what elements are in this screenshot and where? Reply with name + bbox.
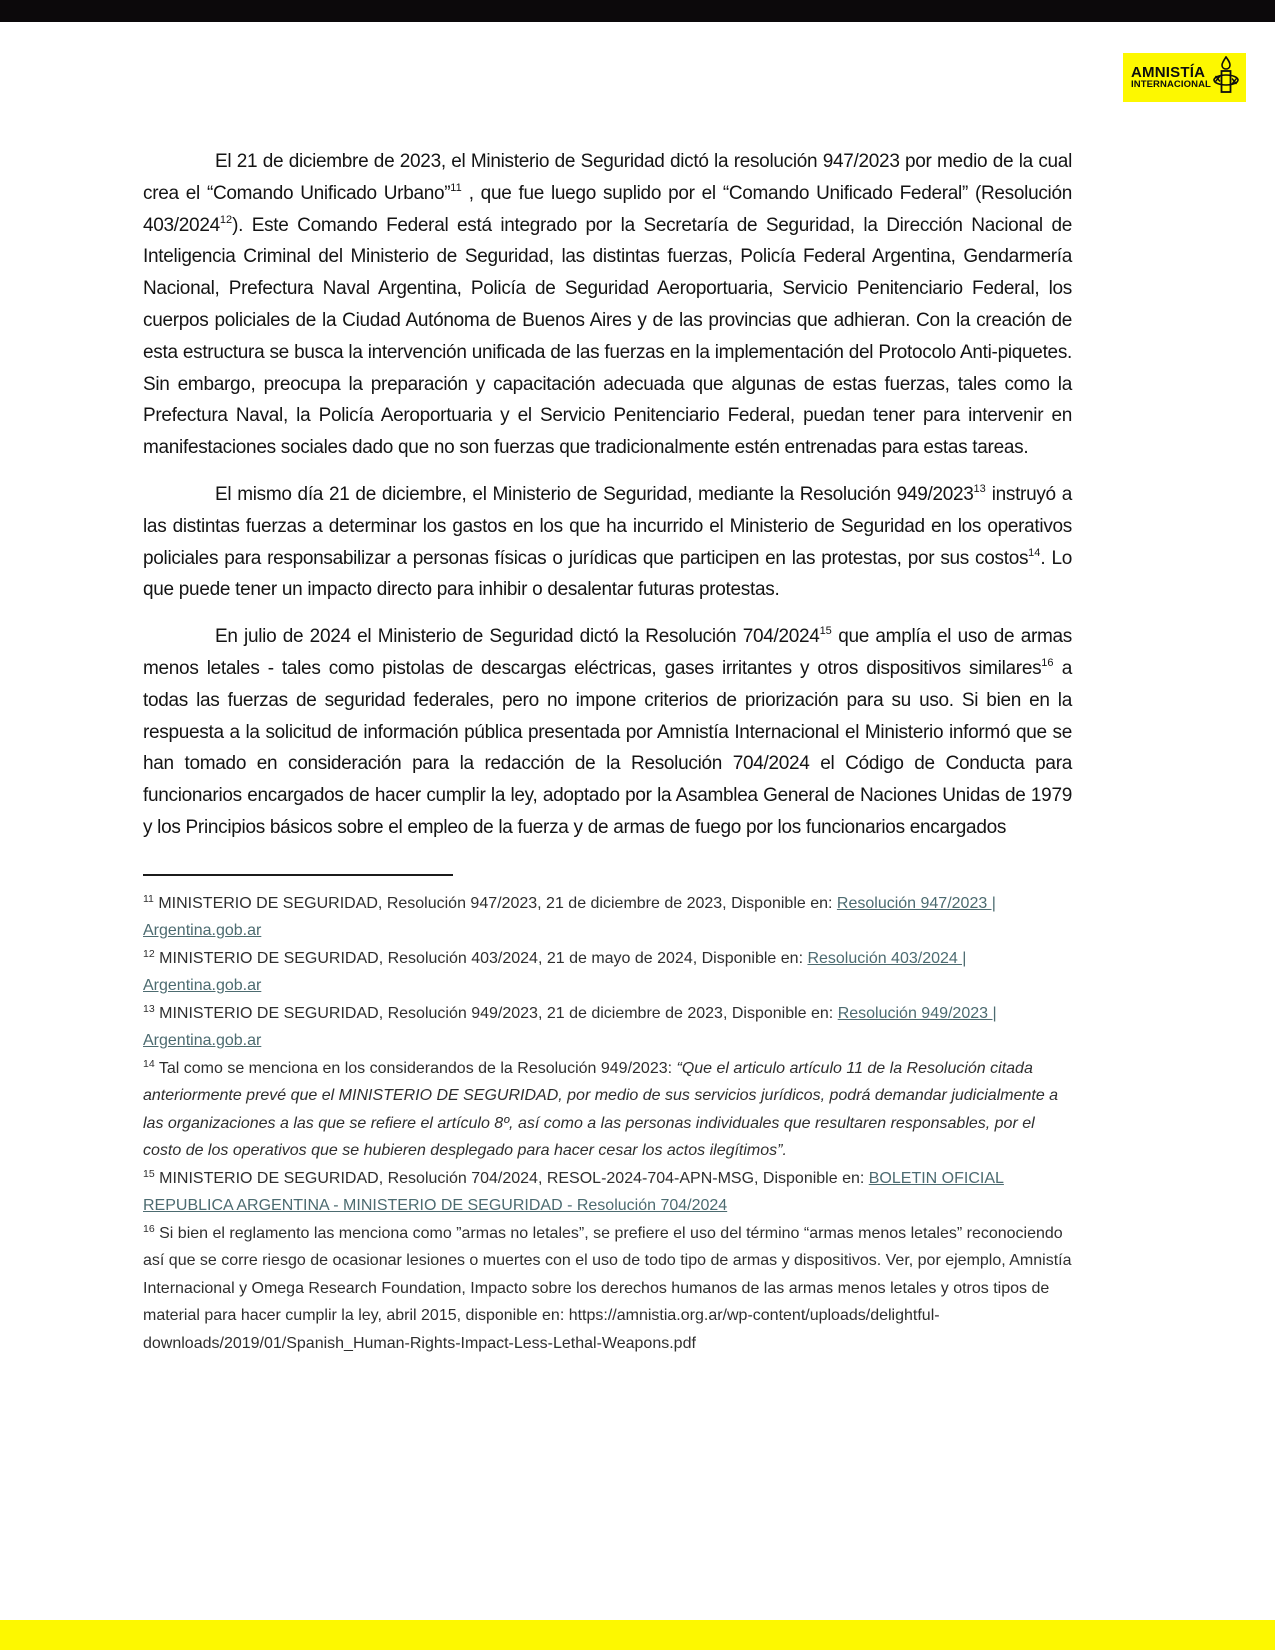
- body-paragraph-2: El mismo día 21 de diciembre, el Ministerio de Seguridad, mediante la Resolución 949/2023$^{13}$ instruyó a las distintas fuerzas a determinar los gastos en los que ha incurrido el Ministerio de Seguridad en los operativos policiales para responsabilizar a personas físicas o jurídicas que participen en las protestas, por sus costos$^{14}$. Lo que puede tener un impacto directo para inhibir o desalentar futuras protestas.: [143, 482, 1072, 601]
- footnote-link[interactable]: Resolución 947/2023 | Argentina.gob.ar: [143, 894, 996, 940]
- footnote-ref: 15: [819, 625, 832, 638]
- footnote-ref: 11: [450, 181, 462, 194]
- body-paragraph-3: En julio de 2024 el Ministerio de Seguridad dictó la Resolución 704/2024$^{15}$ que amplía el uso de armas menos letales - tales como pistolas de descargas eléctricas, gases irritantes y otros dispositivos similares$^{16}$ a todas las fuerzas de seguridad federales, pero no impone criterios de priorización para su uso. Si bien en la respuesta a la solicitud de información pública presentada por Amnistía Internacional el Ministerio informó que se han tomado en consideración para la redacción de la Resolución 704/2024 el Código de Conducta para funcionarios encargados de hacer cumplir la ley, adoptado por la Asamblea General de Naciones Unidas de 1979 y los Principios básicos sobre el empleo de la fuerza y de armas de fuego por los funcionarios encargados: [143, 625, 1072, 838]
- amnesty-logo-text: [1131, 65, 1211, 91]
- footnote-13: $^{13}$ MINISTERIO DE SEGURIDAD, Resolución 949/2023, 21 de diciembre de 2023, Disponible en: Resolución 949/2023 | Argentina.gob.ar: [143, 1002, 997, 1050]
- footnotes-section: [143, 890, 1072, 1358]
- footnote-ref: 12: [143, 947, 155, 960]
- footnote-ref: 13: [973, 482, 986, 495]
- footnote-ref: 13: [143, 1002, 155, 1015]
- footnote-ref: 14: [1028, 546, 1041, 559]
- amnesty-logo: [1123, 53, 1246, 102]
- bottom-bar: [0, 1620, 1275, 1650]
- top-bar: [0, 0, 1275, 22]
- footnote-14: $^{14}$ Tal como se menciona en los considerandos de la Resolución 949/2023: “Que el articulo artículo 11 de la Resolución citada anteriormente prevé que el MINISTERIO DE SEGURIDAD, por medio de sus servicios jurídicos, podrá demandar judicialmente a las organizaciones a las que se refiere el artículo 8º, así como a las personas individuales que resultaren responsables, por el costo de los operativos que se hubieren desplegado para hacer cesar los actos ilegítimos”.: [143, 1057, 1059, 1160]
- footnote-ref: 16: [1041, 656, 1054, 669]
- amnesty-logo-line2: INTERNACIONAL: [1131, 79, 1211, 91]
- footnote-ref: 15: [143, 1167, 155, 1180]
- footnote-link[interactable]: Resolución 403/2024 | Argentina.gob.ar: [143, 949, 967, 995]
- footnote-ref: 11: [143, 892, 154, 905]
- footnote-11: $^{11}$ MINISTERIO DE SEGURIDAD, Resolución 947/2023, 21 de diciembre de 2023, Disponible en: Resolución 947/2023 | Argentina.gob.ar: [143, 892, 996, 940]
- footnote-16: $^{16}$ Si bien el reglamento las menciona como ”armas no letales”, se prefiere el uso del término “armas menos letales” reconociendo así que se corre riesgo de ocasionar lesiones o muertes con el uso de todo tipo de armas y dispositivos. Ver, por ejemplo, Amnistía Internacional y Omega Research Foundation, Impacto sobre los derechos humanos de las armas menos letales y otros tipos de material para hacer cumplir la ley, abril 2015, disponible en: https://amnistia.org.ar/wp-content/uploads/delightful-downloads/2019/01/Spanish_Human-Rights-Impact-Less-Lethal-Weapons.pdf: [143, 1222, 1072, 1352]
- footnote-ref: 12: [219, 213, 233, 226]
- footnote-separator: [143, 874, 453, 876]
- footnote-12: $^{12}$ MINISTERIO DE SEGURIDAD, Resolución 403/2024, 21 de mayo de 2024, Disponible en: Resolución 403/2024 | Argentina.gob.ar: [143, 947, 967, 995]
- footnote-link[interactable]: Resolución 949/2023 | Argentina.gob.ar: [143, 1004, 997, 1050]
- candle-icon: [1213, 56, 1239, 99]
- footnote-15: $^{15}$ MINISTERIO DE SEGURIDAD, Resolución 704/2024, RESOL-2024-704-APN-MSG, Disponible en: BOLETIN OFICIAL REPUBLICA ARGENTINA - MINISTERIO DE SEGURIDAD - Resolución 704/2024: [143, 1167, 1004, 1215]
- body-paragraph-1: El 21 de diciembre de 2023, el Ministerio de Seguridad dictó la resolución 947/2023 por medio de la cual crea el “Comando Unificado Urbano”$^{11}$ , que fue luego suplido por el “Comando Unificado Federal” (Resolución 403/2024$^{12}$). Este Comando Federal está integrado por la Secretaría de Seguridad, la Dirección Nacional de Inteligencia Criminal del Ministerio de Seguridad, las distintas fuerzas, Policía Federal Argentina, Gendarmería Nacional, Prefectura Naval Argentina, Policía de Seguridad Aeroportuaria, Servicio Penitenciario Federal, los cuerpos policiales de la Ciudad Autónoma de Buenos Aires y de las provincias que adhieran. Con la creación de esta estructura se busca la intervención unificada de las fuerzas en la implementación del Protocolo Anti-piquetes. Sin embargo, preocupa la preparación y capacitación adecuada que algunas de estas fuerzas, tales como la Prefectura Naval, la Policía Aeroportuaria y el Servicio Penitenciario Federal, puedan tener para intervenir en manifestaciones sociales dado que no son fuerzas que tradicionalmente estén entrenadas para estas tareas.: [143, 151, 1072, 459]
- quoted-text: “Que el articulo artículo 11 de la Resolución citada anteriormente prevé que el MINISTERIO DE SEGURIDAD, por medio de sus servicios jurídicos, podrá demandar judicialmente a las organizaciones a las que se refiere el artículo 8º, así como a las personas individuales que resultaren responsables, por el costo de los operativos que se hubieren desplegado para hacer cesar los actos ilegítimos”.: [143, 1059, 1059, 1160]
- page-content: [143, 146, 1072, 1357]
- footnote-ref: 14: [143, 1057, 155, 1070]
- footnote-link[interactable]: BOLETIN OFICIAL REPUBLICA ARGENTINA - MINISTERIO DE SEGURIDAD - Resolución 704/2024: [143, 1169, 1004, 1215]
- footnote-ref: 16: [143, 1222, 155, 1235]
- amnesty-logo-line1: AMNISTÍA: [1131, 63, 1206, 81]
